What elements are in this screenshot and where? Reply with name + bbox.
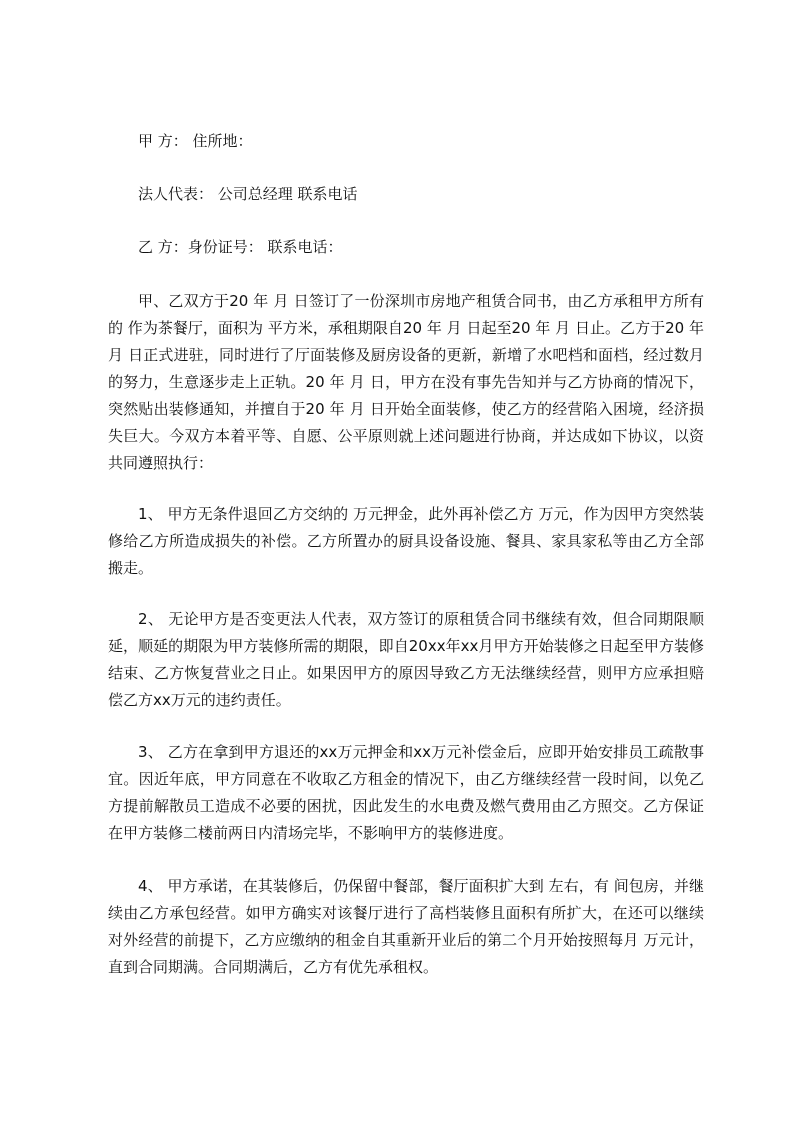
clause-1-paragraph: 1、 甲方无条件退回乙方交纳的 万元押金，此外再补偿乙方 万元，作为因甲方突然装修给乙方所造成损失的补偿。乙方所置办的厨具设备设施、餐具、家具家私等由乙方全部搬走。 bbox=[108, 505, 704, 577]
intro-paragraph: 甲、乙双方于20 年 月 日签订了一份深圳市房地产租赁合同书，由乙方承租甲方所有的 作为茶餐厅，面积为 平方米，承租期限自20 年 月 日起至20 年 月 日止。乙方于20 年 月 日正式进驻，同时进行了厅面装修及厨房设备的更新，新增了水吧档和面档，经过数月的努力，生意逐步走上正轨。20 年 月 日，甲方在没有事先告知并与乙方协商的情况下，突然贴出装修通知，并擅自于20 年 月 日开始全面装修，使乙方的经营陷入困境，经济损失巨大。今双方本着平等、自愿、公平原则就上述问题进行协商，并达成如下协议，以资共同遵照执行： bbox=[108, 292, 704, 472]
clause-2-paragraph: 2、 无论甲方是否变更法人代表，双方签订的原租赁合同书继续有效，但合同期限顺延，顺延的期限为甲方装修所需的期限，即自20xx年xx月甲方开始装修之日起至甲方装修结束、乙方恢复营业之日止。如果因甲方的原因导致乙方无法继续经营，则甲方应承担赔偿乙方xx万元的违约责任。 bbox=[108, 610, 704, 709]
legal-representative-line: 法人代表： 公司总经理 联系电话 bbox=[138, 185, 358, 203]
party-a-line: 甲 方： 住所地： bbox=[138, 132, 253, 150]
clause-4-paragraph: 4、 甲方承诺，在其装修后，仍保留中餐部，餐厅面积扩大到 左右，有 间包房，并继续由乙方承包经营。如甲方确实对该餐厅进行了高档装修且面积有所扩大，在还可以继续对外经营的前提下，乙方应缴纳的租金自其重新开业后的第二个月开始按照每月 万元计，直到合同期满。合同期满后，乙方有优先承租权。 bbox=[108, 877, 704, 976]
party-b-line: 乙 方：身份证号： 联系电话： bbox=[138, 238, 343, 256]
clause-3-paragraph: 3、 乙方在拿到甲方退还的xx万元押金和xx万元补偿金后，应即开始安排员工疏散事宜。因近年底，甲方同意在不收取乙方租金的情况下，由乙方继续经营一段时间，以免乙方提前解散员工造成不必要的困扰，因此发生的水电费及燃气费用由乙方照交。乙方保证在甲方装修二楼前两日内清场完毕，不影响甲方的装修进度。 bbox=[108, 743, 704, 842]
